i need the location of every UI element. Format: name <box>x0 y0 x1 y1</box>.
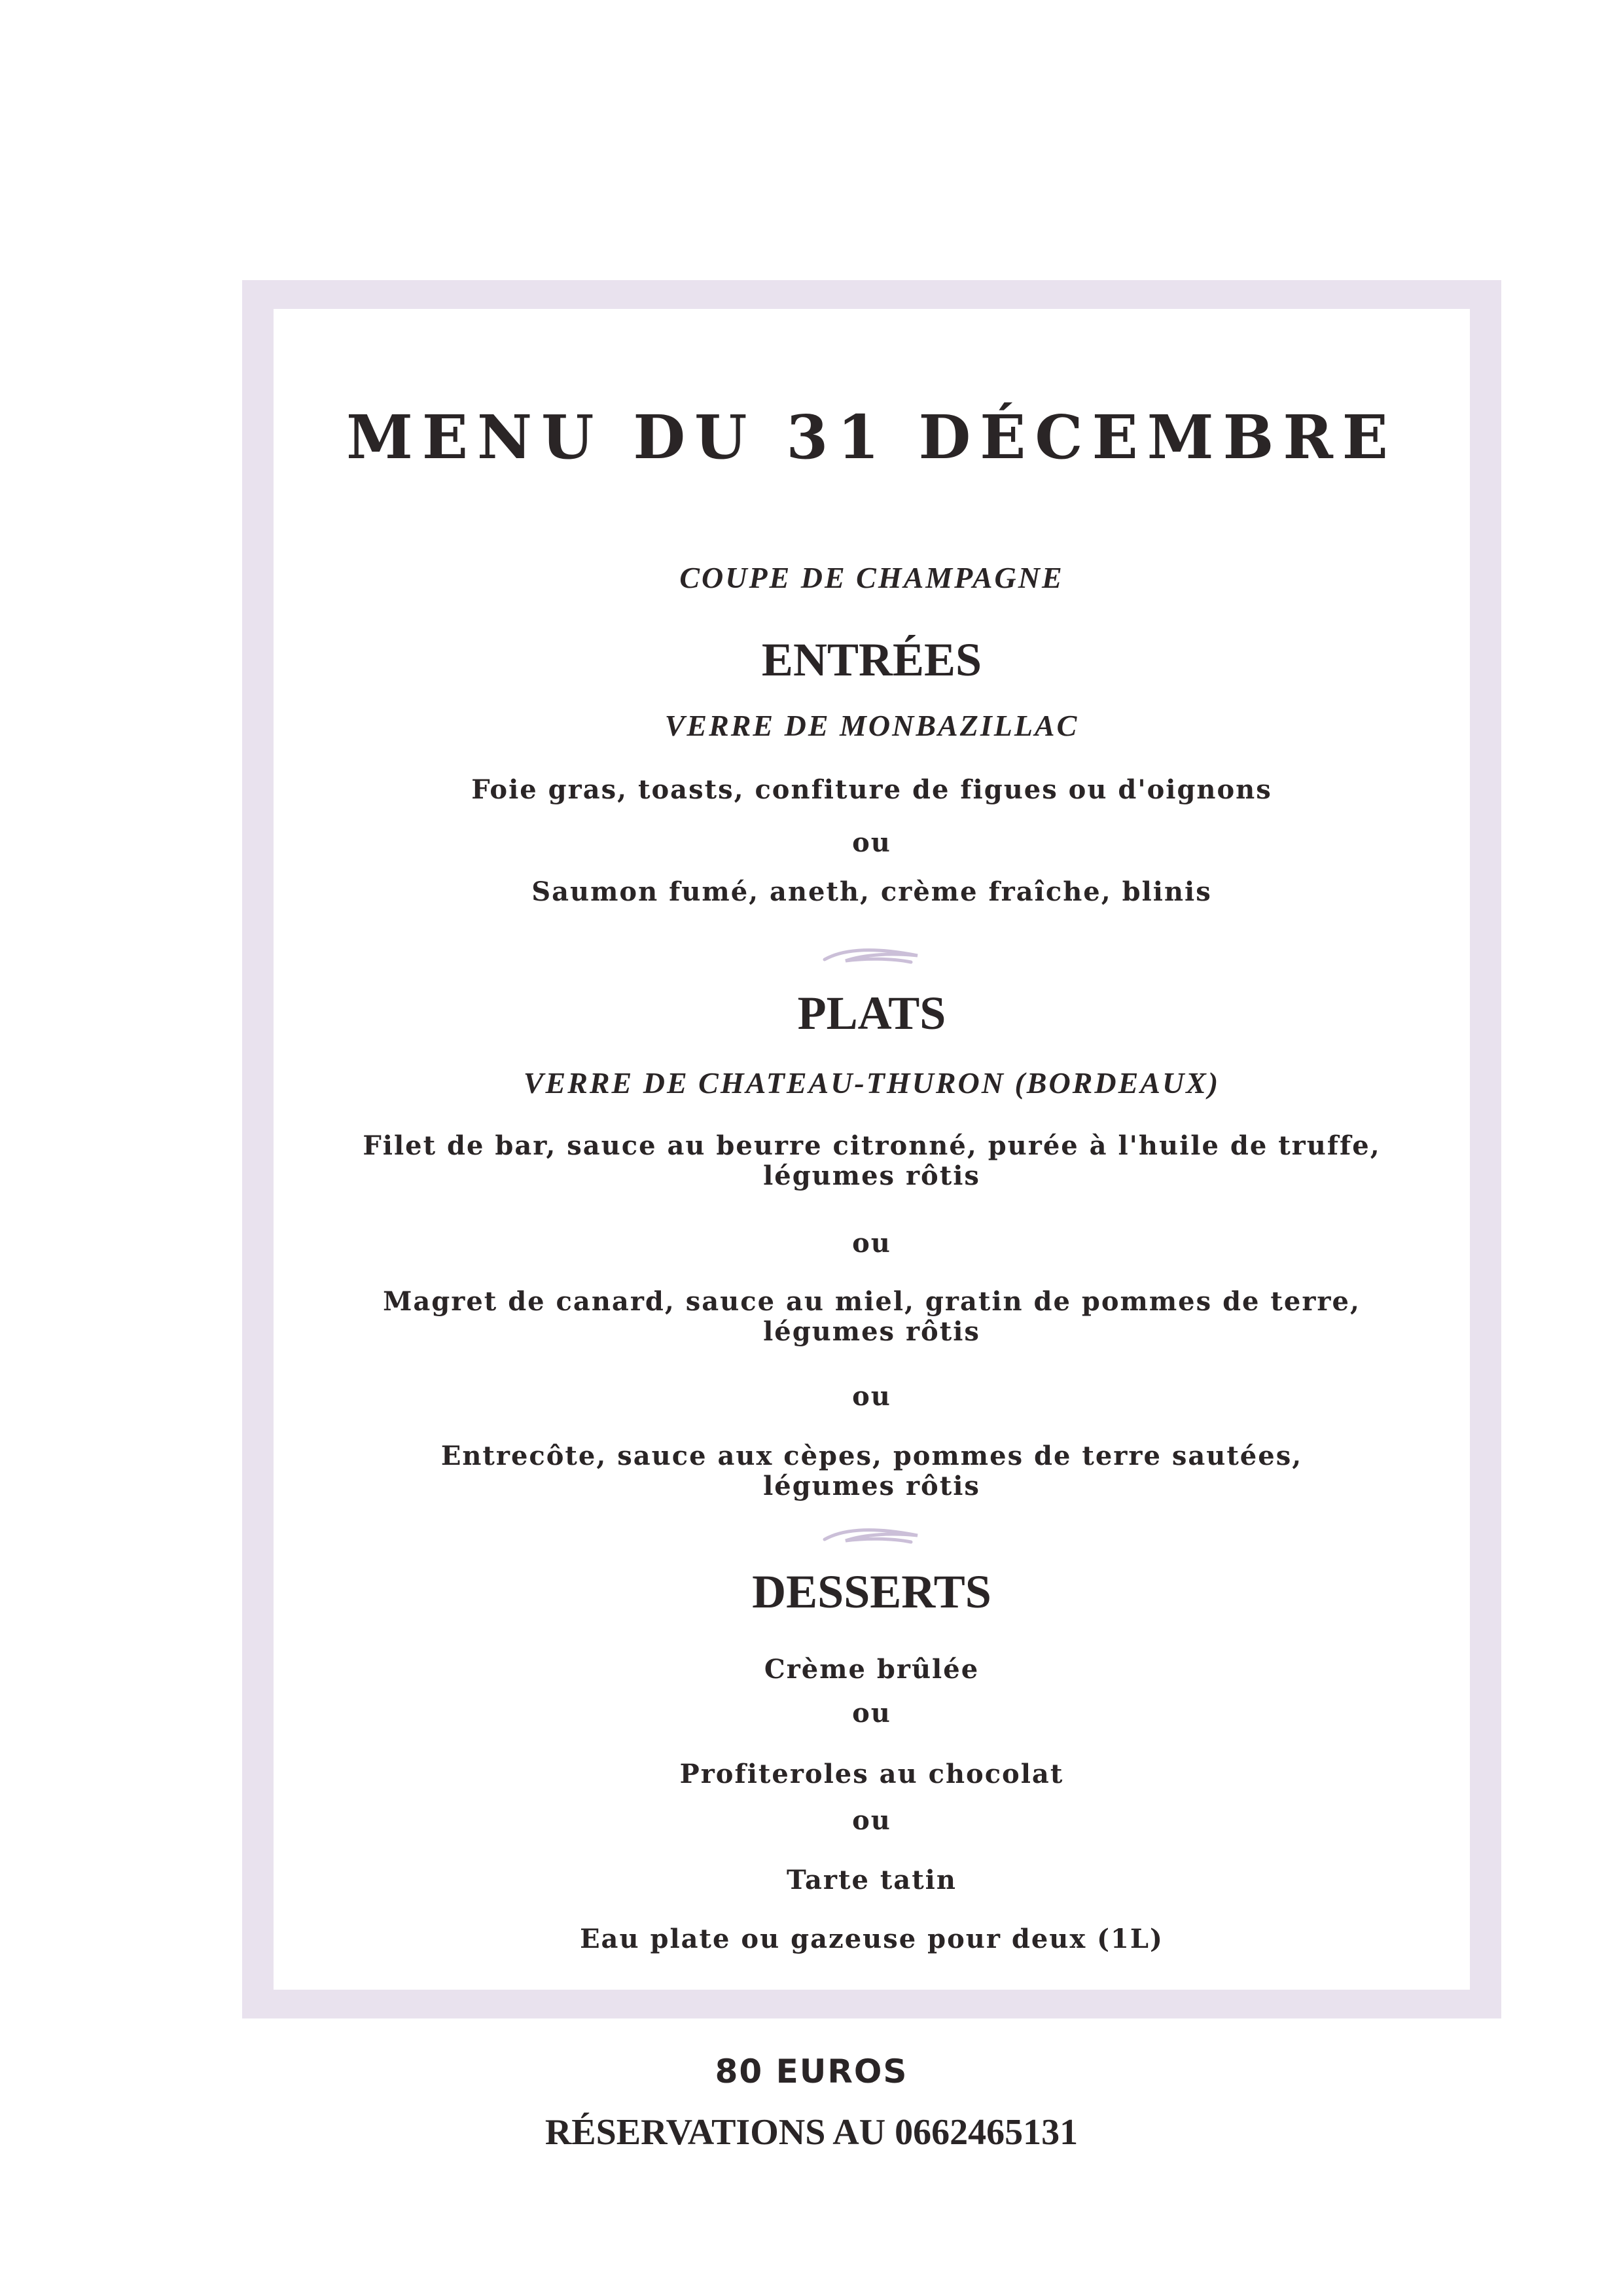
swirl-ornament-icon <box>819 944 924 970</box>
menu-card <box>274 309 1470 1990</box>
entree-or-1: ou <box>852 827 891 858</box>
dessert-dish-2: Profiteroles au chocolat <box>679 1759 1064 1789</box>
reservation-phone: RÉSERVATIONS AU 0662465131 <box>544 2112 1079 2153</box>
swirl-ornament-icon <box>819 1524 924 1550</box>
entree-dish-2: Saumon fumé, aneth, crème fraîche, blinis <box>531 876 1212 907</box>
plat-dish-3-line-1: Entrecôte, sauce aux cèpes, pommes de terre sautées, <box>440 1441 1303 1471</box>
dessert-or-1: ou <box>852 1698 891 1729</box>
plat-dish-3-line-2: légumes rôtis <box>763 1471 980 1501</box>
section-heading-desserts: DESSERTS <box>752 1566 991 1618</box>
wine-pairing-plats: VERRE DE CHATEAU-THURON (BORDEAUX) <box>523 1066 1221 1100</box>
dessert-dish-3: Tarte tatin <box>787 1865 957 1895</box>
entree-dish-1: Foie gras, toasts, confiture de figues ou d'oignons <box>471 774 1272 805</box>
plat-or-2: ou <box>852 1381 891 1412</box>
menu-frame <box>242 280 1501 2018</box>
plat-dish-2-line-1: Magret de canard, sauce au miel, gratin de pommes de terre, <box>383 1286 1361 1317</box>
aperitif-line: COUPE DE CHAMPAGNE <box>679 561 1064 594</box>
section-heading-entrees: ENTRÉES <box>761 634 982 686</box>
menu-price: 80 EUROS <box>715 2053 908 2090</box>
dessert-or-2: ou <box>852 1805 891 1836</box>
menu-title: MENU DU 31 DÉCEMBRE <box>346 402 1397 473</box>
water-included: Eau plate ou gazeuse pour deux (1L) <box>580 1924 1164 1954</box>
plat-or-1: ou <box>852 1228 891 1259</box>
plat-dish-1-line-2: légumes rôtis <box>763 1160 980 1191</box>
plat-dish-2-line-2: légumes rôtis <box>763 1316 980 1347</box>
plat-dish-1-line-1: Filet de bar, sauce au beurre citronné, purée à l'huile de truffe, <box>363 1130 1381 1161</box>
dessert-dish-1: Crème brûlée <box>764 1654 980 1685</box>
section-heading-plats: PLATS <box>797 987 946 1039</box>
wine-pairing-entrees: VERRE DE MONBAZILLAC <box>664 709 1079 742</box>
